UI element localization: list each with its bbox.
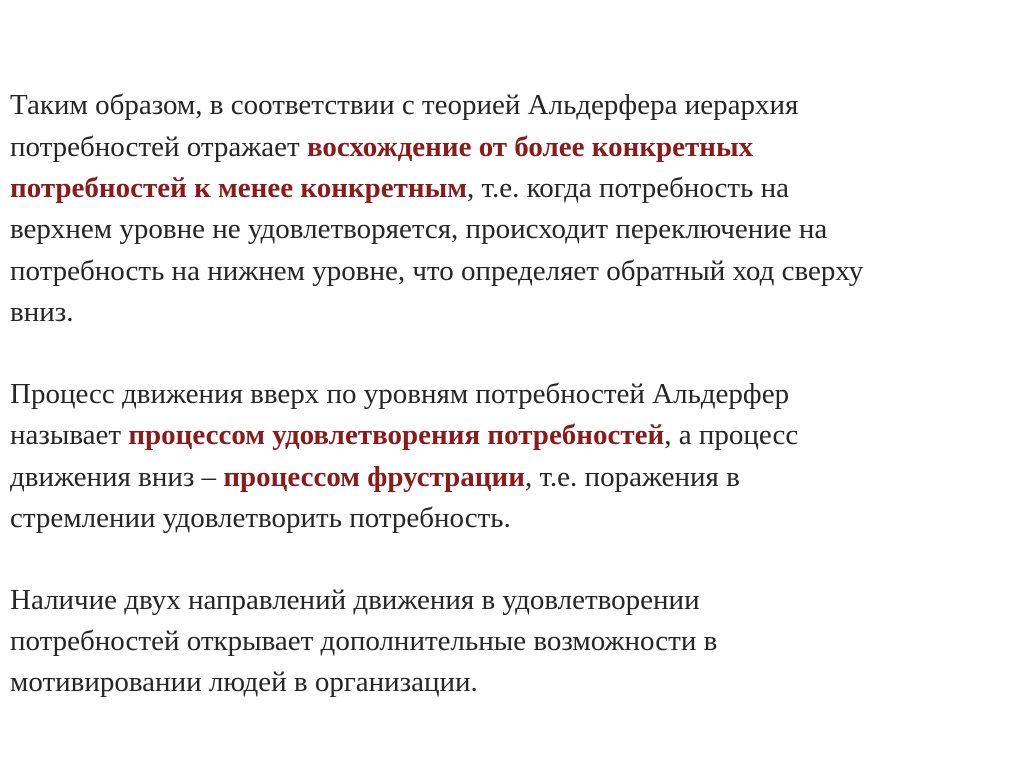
text-line: [10, 662, 478, 702]
text-run: потребность на нижнем уровне, что определяет обратный ход сверху: [10, 255, 864, 287]
highlighted-text: процессом фрустрации: [223, 461, 525, 493]
text-line: [10, 168, 789, 208]
text-line: [10, 415, 798, 455]
text-run: потребностей открывает дополнительные возможности в: [10, 625, 718, 657]
text-line: [10, 457, 740, 497]
text-run: Процесс движения вверх по уровням потребностей Альдерфер: [10, 378, 790, 410]
text-run: , т.е. когда потребность на: [466, 172, 789, 204]
highlighted-text: восхождение от более конкретных: [306, 131, 754, 163]
text-run: , т.е. поражения в: [524, 461, 740, 493]
text-run: верхнем уровне не удовлетворяется, происходит переключение на: [10, 213, 828, 245]
text-line: [10, 85, 798, 125]
text-run: мотивировании людей в организации.: [10, 666, 478, 698]
text-line: [10, 292, 73, 332]
text-run: называет: [10, 419, 129, 451]
text-line: [10, 374, 789, 414]
highlighted-text: процессом удовлетворения потребностей: [128, 419, 665, 451]
text-run: потребностей отражает: [10, 131, 307, 163]
text-run: Таким образом, в соответствии с теорией Альдерфера иерархия: [10, 89, 799, 121]
text-line: [10, 209, 827, 249]
text-run: Наличие двух направлений движения в удовлетворении: [10, 584, 700, 616]
highlighted-text: потребностей к менее конкретным: [10, 172, 467, 204]
text-run: стремлении удовлетворить потребность.: [10, 502, 511, 534]
text-line: [10, 580, 700, 620]
text-line: [10, 621, 717, 661]
text-run: , а процесс: [664, 419, 799, 451]
text-run: движения вниз –: [10, 461, 224, 493]
text-line: [10, 127, 753, 167]
text-line: [10, 498, 511, 538]
text-run: вниз.: [10, 296, 74, 328]
text-line: [10, 251, 863, 291]
